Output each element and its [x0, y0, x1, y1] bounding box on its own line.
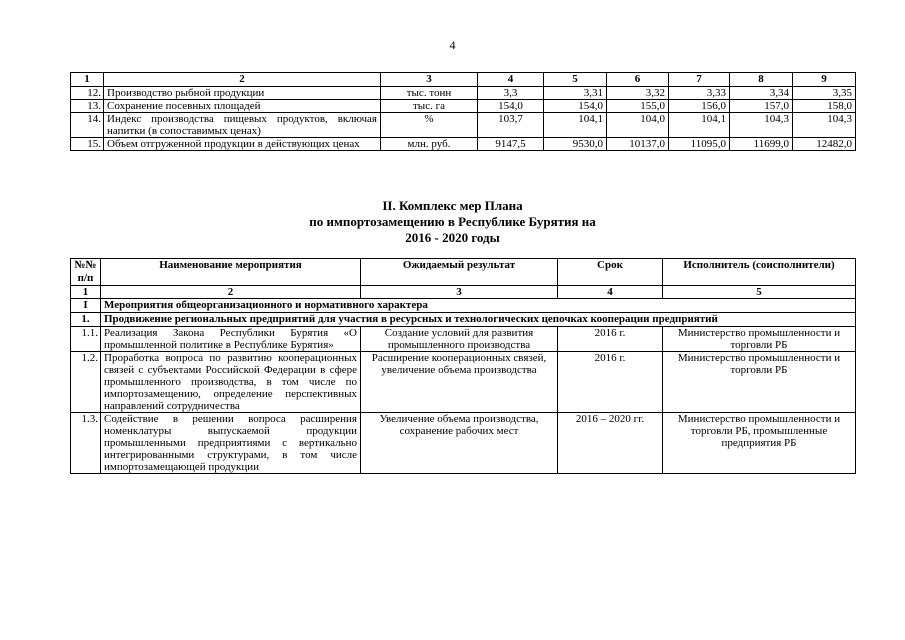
table-row: [71, 100, 856, 113]
row-name: Содействие в решении вопроса расширения номенклатуры выпускаемой продукции промышленными предприятиями с вертикально интегрированными структурами, в том числе импортозамещающей продукции: [101, 413, 361, 474]
col-number: 2: [101, 286, 361, 299]
header-term: Срок: [558, 259, 663, 286]
table-row: [71, 413, 856, 474]
col-header: 4: [478, 73, 544, 87]
row-number: 14.: [71, 113, 104, 138]
row-value: 104,1: [544, 113, 607, 138]
row-number: 1.2.: [71, 352, 101, 413]
row-name: Сохранение посевных площадей: [104, 100, 381, 113]
row-value: 3,35: [793, 87, 856, 100]
row-term: 2016 – 2020 гг.: [558, 413, 663, 474]
col-header: 7: [669, 73, 730, 87]
table-row: [71, 113, 856, 138]
subsection-row: [71, 313, 856, 327]
row-executor: Министерство промышленности и торговли РБ: [663, 352, 856, 413]
subsection-heading: Продвижение региональных предприятий для участия в ресурсных и технологических цепочках кооперации предприятий: [101, 313, 856, 327]
row-value: 9530,0: [544, 138, 607, 151]
header-name: Наименование мероприятия: [101, 259, 361, 286]
row-value: 104,3: [730, 113, 793, 138]
row-value: 9147,5: [478, 138, 544, 151]
col-header: 1: [71, 73, 104, 87]
col-header: 5: [544, 73, 607, 87]
col-header: 2: [104, 73, 381, 87]
column-numbers-row: [71, 286, 856, 299]
page-number: 4: [449, 38, 456, 52]
row-value: 104,0: [607, 113, 669, 138]
col-header: 3: [381, 73, 478, 87]
row-result: Расширение кооперационных связей, увеличение объема производства: [361, 352, 558, 413]
col-number: 1: [71, 286, 101, 299]
col-header: 9: [793, 73, 856, 87]
row-value: 3,31: [544, 87, 607, 100]
row-number: 13.: [71, 100, 104, 113]
col-number: 5: [663, 286, 856, 299]
row-value: 3,32: [607, 87, 669, 100]
table-header-row: [71, 73, 856, 87]
section-heading: Мероприятия общеорганизационного и нормативного характера: [101, 299, 856, 313]
row-value: 11095,0: [669, 138, 730, 151]
row-unit: млн. руб.: [381, 138, 478, 151]
section-title: [0, 198, 905, 246]
section-title-line3: 2016 - 2020 годы: [405, 230, 500, 245]
col-number: 3: [361, 286, 558, 299]
header-result: Ожидаемый результат: [361, 259, 558, 286]
indicators-table: [70, 72, 856, 151]
row-term: 2016 г.: [558, 327, 663, 352]
row-executor: Министерство промышленности и торговли РБ, промышленные предприятия РБ: [663, 413, 856, 474]
row-value: 156,0: [669, 100, 730, 113]
row-value: 154,0: [478, 100, 544, 113]
row-value: 11699,0: [730, 138, 793, 151]
subsection-num: 1.: [71, 313, 101, 327]
row-value: 104,1: [669, 113, 730, 138]
section-title-line2: по импортозамещению в Республике Бурятия на: [309, 214, 596, 229]
row-value: 10137,0: [607, 138, 669, 151]
table-row: [71, 352, 856, 413]
row-name: Индекс производства пищевых продуктов, включая напитки (в сопоставимых ценах): [104, 113, 381, 138]
section-row: [71, 299, 856, 313]
col-header: 6: [607, 73, 669, 87]
row-value: 3,34: [730, 87, 793, 100]
row-unit: тыс. тонн: [381, 87, 478, 100]
row-unit: тыс. га: [381, 100, 478, 113]
row-name: Реализация Закона Республики Бурятия «О промышленной политике в Республике Бурятия»: [101, 327, 361, 352]
table-row: [71, 87, 856, 100]
row-value: 157,0: [730, 100, 793, 113]
row-executor: Министерство промышленности и торговли РБ: [663, 327, 856, 352]
row-name: Объем отгруженной продукции в действующих ценах: [104, 138, 381, 151]
row-name: Производство рыбной продукции: [104, 87, 381, 100]
row-number: 1.1.: [71, 327, 101, 352]
row-value: 154,0: [544, 100, 607, 113]
row-value: 158,0: [793, 100, 856, 113]
header-num: №№ п/п: [71, 259, 101, 286]
row-value: 104,3: [793, 113, 856, 138]
row-number: 15.: [71, 138, 104, 151]
row-number: 1.3.: [71, 413, 101, 474]
section-title-line1: II. Комплекс мер Плана: [382, 198, 523, 213]
row-value: 155,0: [607, 100, 669, 113]
row-term: 2016 г.: [558, 352, 663, 413]
row-number: 12.: [71, 87, 104, 100]
row-value: 12482,0: [793, 138, 856, 151]
row-value: 3,33: [669, 87, 730, 100]
row-value: 3,3: [478, 87, 544, 100]
table-row: [71, 138, 856, 151]
plan-table: [70, 258, 856, 474]
table-header-row: [71, 259, 856, 286]
row-name: Проработка вопроса по развитию кооперационных связей с субъектами Российской Федерации в сфере промышленного производства, в том числе по импортозамещению, определение перспективных направлений сотрудничества: [101, 352, 361, 413]
row-value: 103,7: [478, 113, 544, 138]
row-unit: %: [381, 113, 478, 138]
row-result: Увеличение объема производства, сохранение рабочих мест: [361, 413, 558, 474]
section-num: I: [71, 299, 101, 313]
header-executor: Исполнитель (соисполнители): [663, 259, 856, 286]
table-row: [71, 327, 856, 352]
row-result: Создание условий для развития промышленного производства: [361, 327, 558, 352]
col-header: 8: [730, 73, 793, 87]
col-number: 4: [558, 286, 663, 299]
